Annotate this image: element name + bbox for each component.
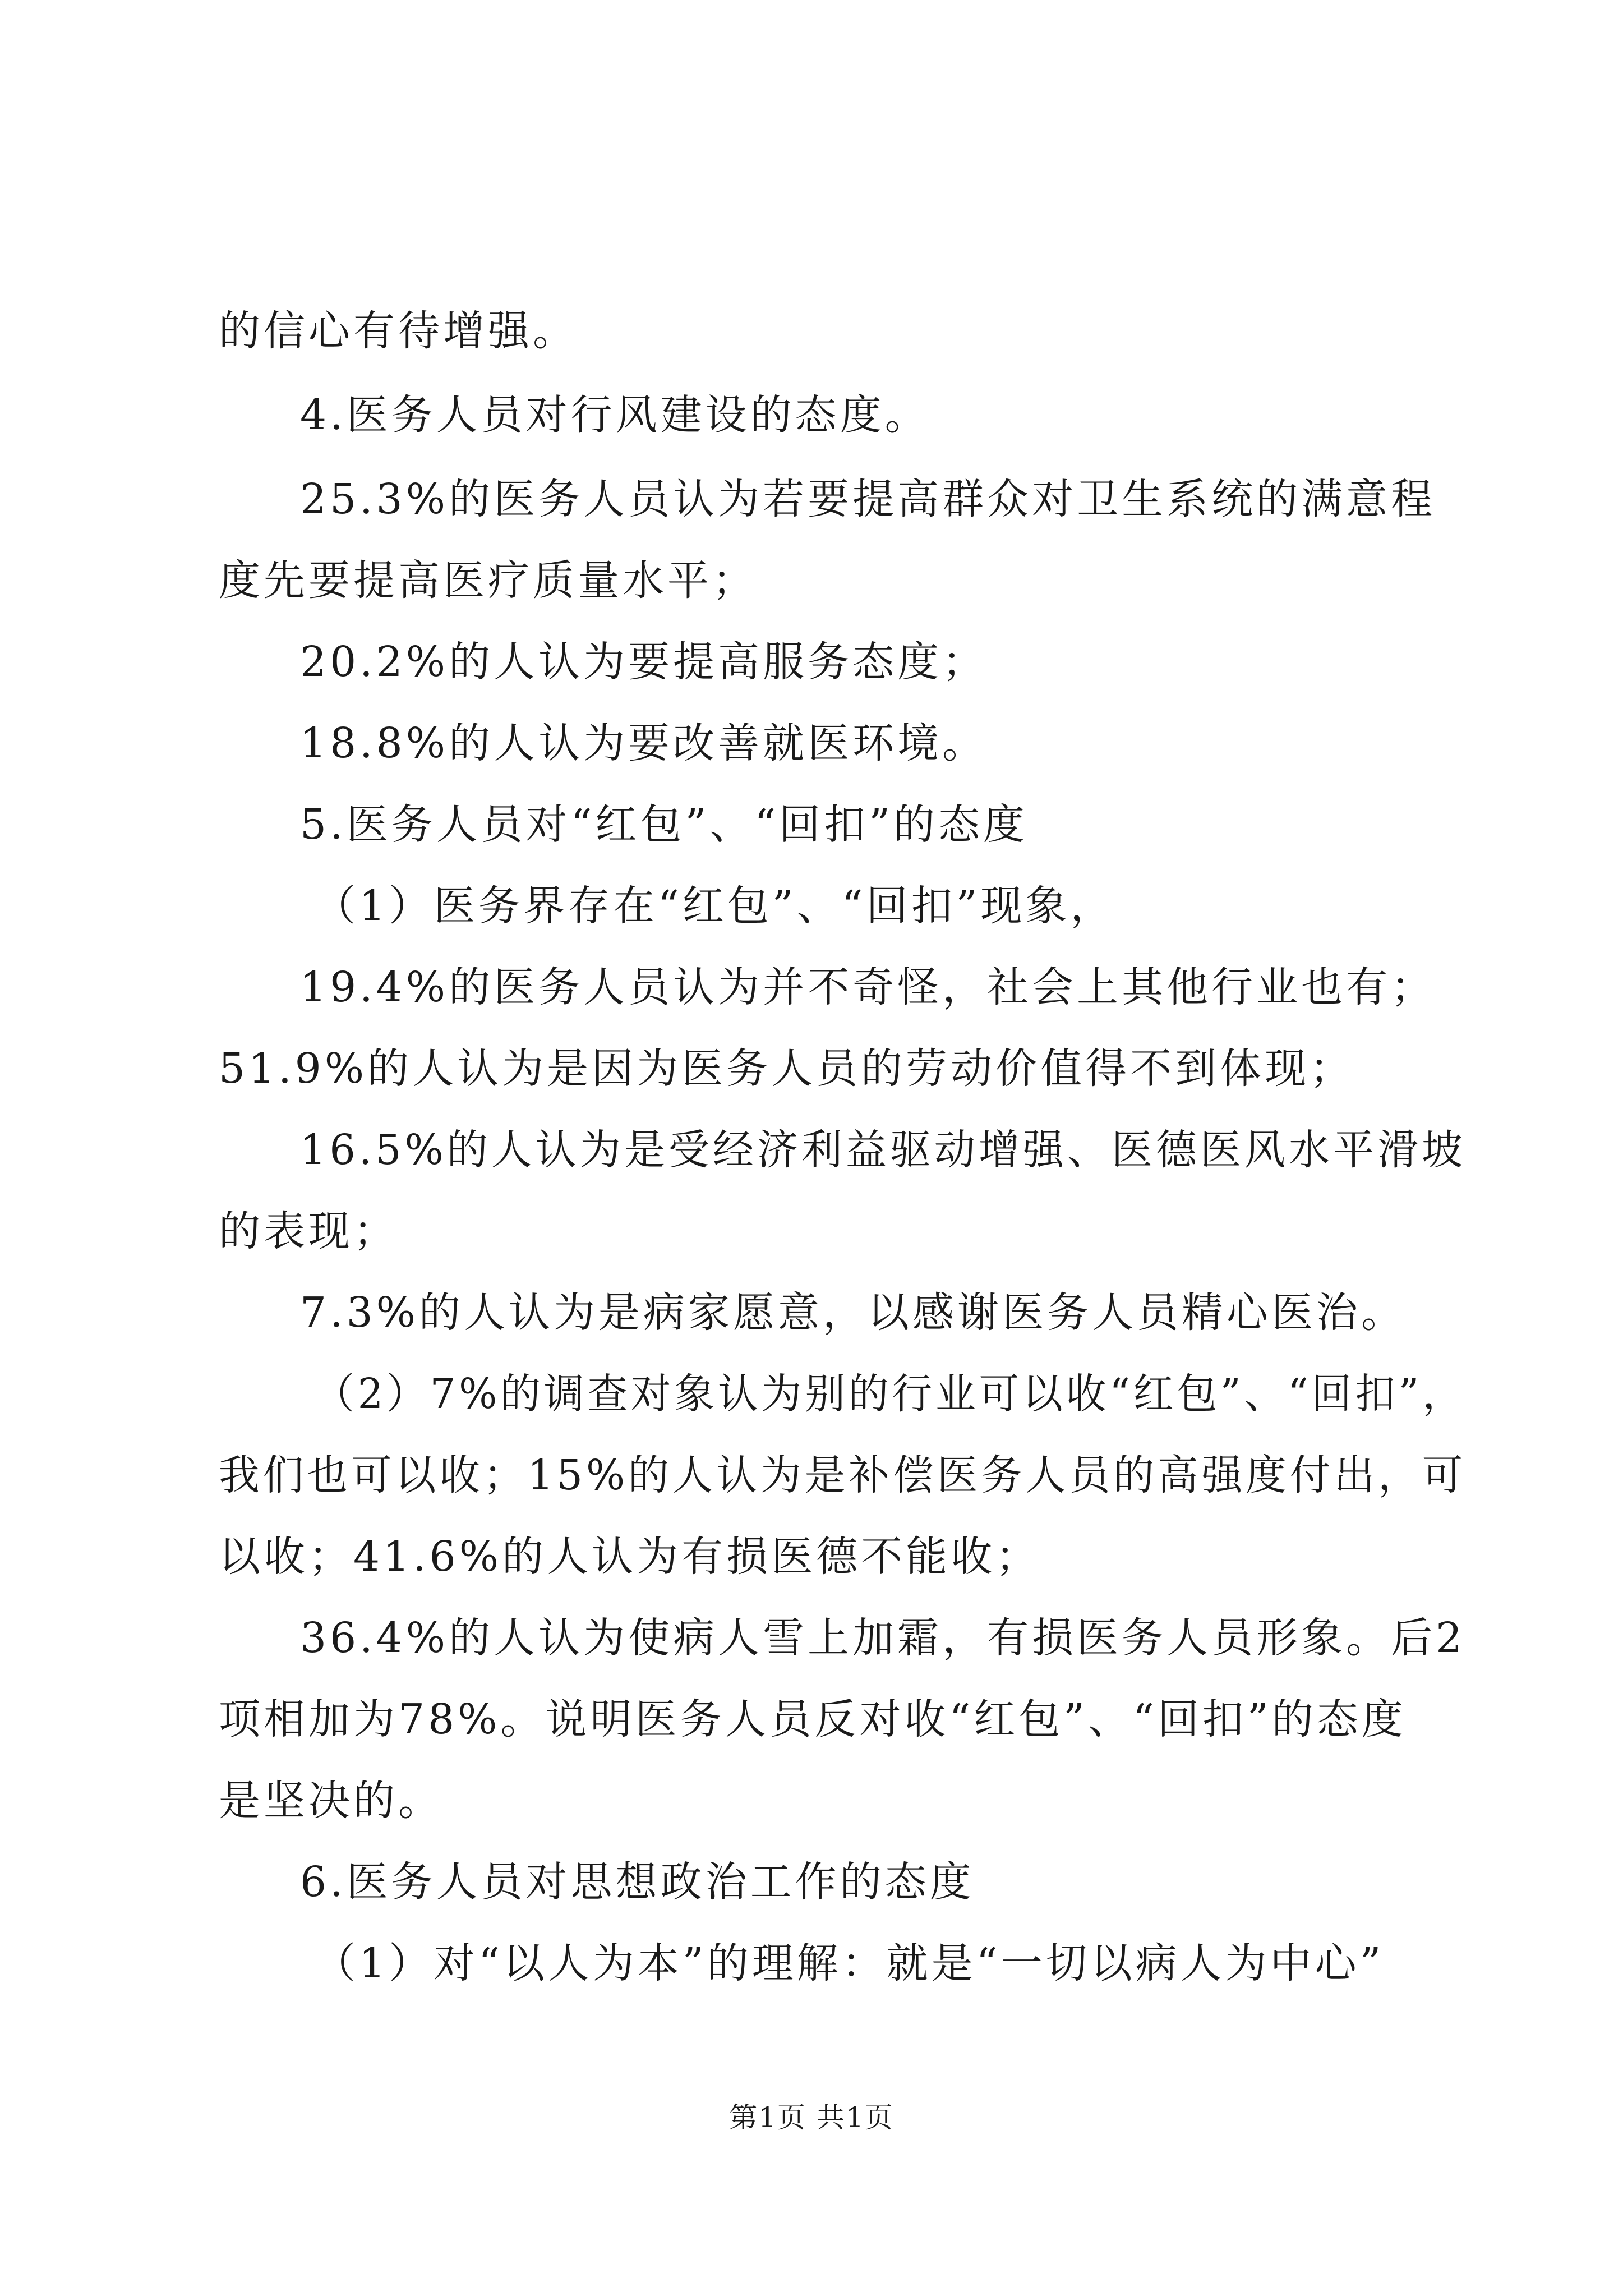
section-heading: 4.医务人员对行风建设的态度。	[300, 391, 930, 439]
text-line: （1）对“以人为本”的理解：就是“一切以病人为中心”	[314, 1939, 1385, 1987]
text-line: （2）7%的调查对象认为别的行业可以收“红包”、“回扣”，	[314, 1370, 1466, 1418]
text-line: 的信心有待增强。	[219, 307, 578, 355]
text-line: 我们也可以收；15%的人认为是补偿医务人员的高强度付出，可	[219, 1451, 1467, 1499]
section-heading: 6.医务人员对思想政治工作的态度	[300, 1858, 975, 1906]
text-line: 16.5%的人认为是受经济利益驱动增强、医德医风水平滑坡	[300, 1126, 1466, 1174]
text-line: 18.8%的人认为要改善就医环境。	[300, 719, 988, 767]
text-line: 以收；41.6%的人认为有损医德不能收；	[219, 1533, 1041, 1581]
text-line: 25.3%的医务人员认为若要提高群众对卫生系统的满意程	[300, 475, 1436, 523]
text-line: 36.4%的人认为使病人雪上加霜，有损医务人员形象。后2	[300, 1614, 1466, 1662]
text-line: 51.9%的人认为是因为医务人员的劳动价值得不到体现；	[219, 1045, 1355, 1093]
text-line: 7.3%的人认为是病家愿意，以感谢医务人员精心医治。	[300, 1289, 1406, 1337]
section-heading: 5.医务人员对“红包”、“回扣”的态度	[300, 800, 1028, 849]
text-line: 的表现；	[219, 1207, 398, 1255]
text-line: 19.4%的医务人员认为并不奇怪，社会上其他行业也有；	[300, 963, 1436, 1011]
page-number-footer: 第1页 共1页	[729, 2101, 894, 2134]
text-line: 项相加为78%。说明医务人员反对收“红包”、“回扣”的态度	[219, 1695, 1407, 1743]
text-line: 20.2%的人认为要提高服务态度；	[300, 638, 988, 686]
text-line: （1）医务界存在“红包”、“回扣”现象，	[314, 882, 1115, 930]
text-line: 是坚决的。	[219, 1777, 443, 1825]
text-line: 度先要提高医疗质量水平；	[219, 556, 757, 605]
